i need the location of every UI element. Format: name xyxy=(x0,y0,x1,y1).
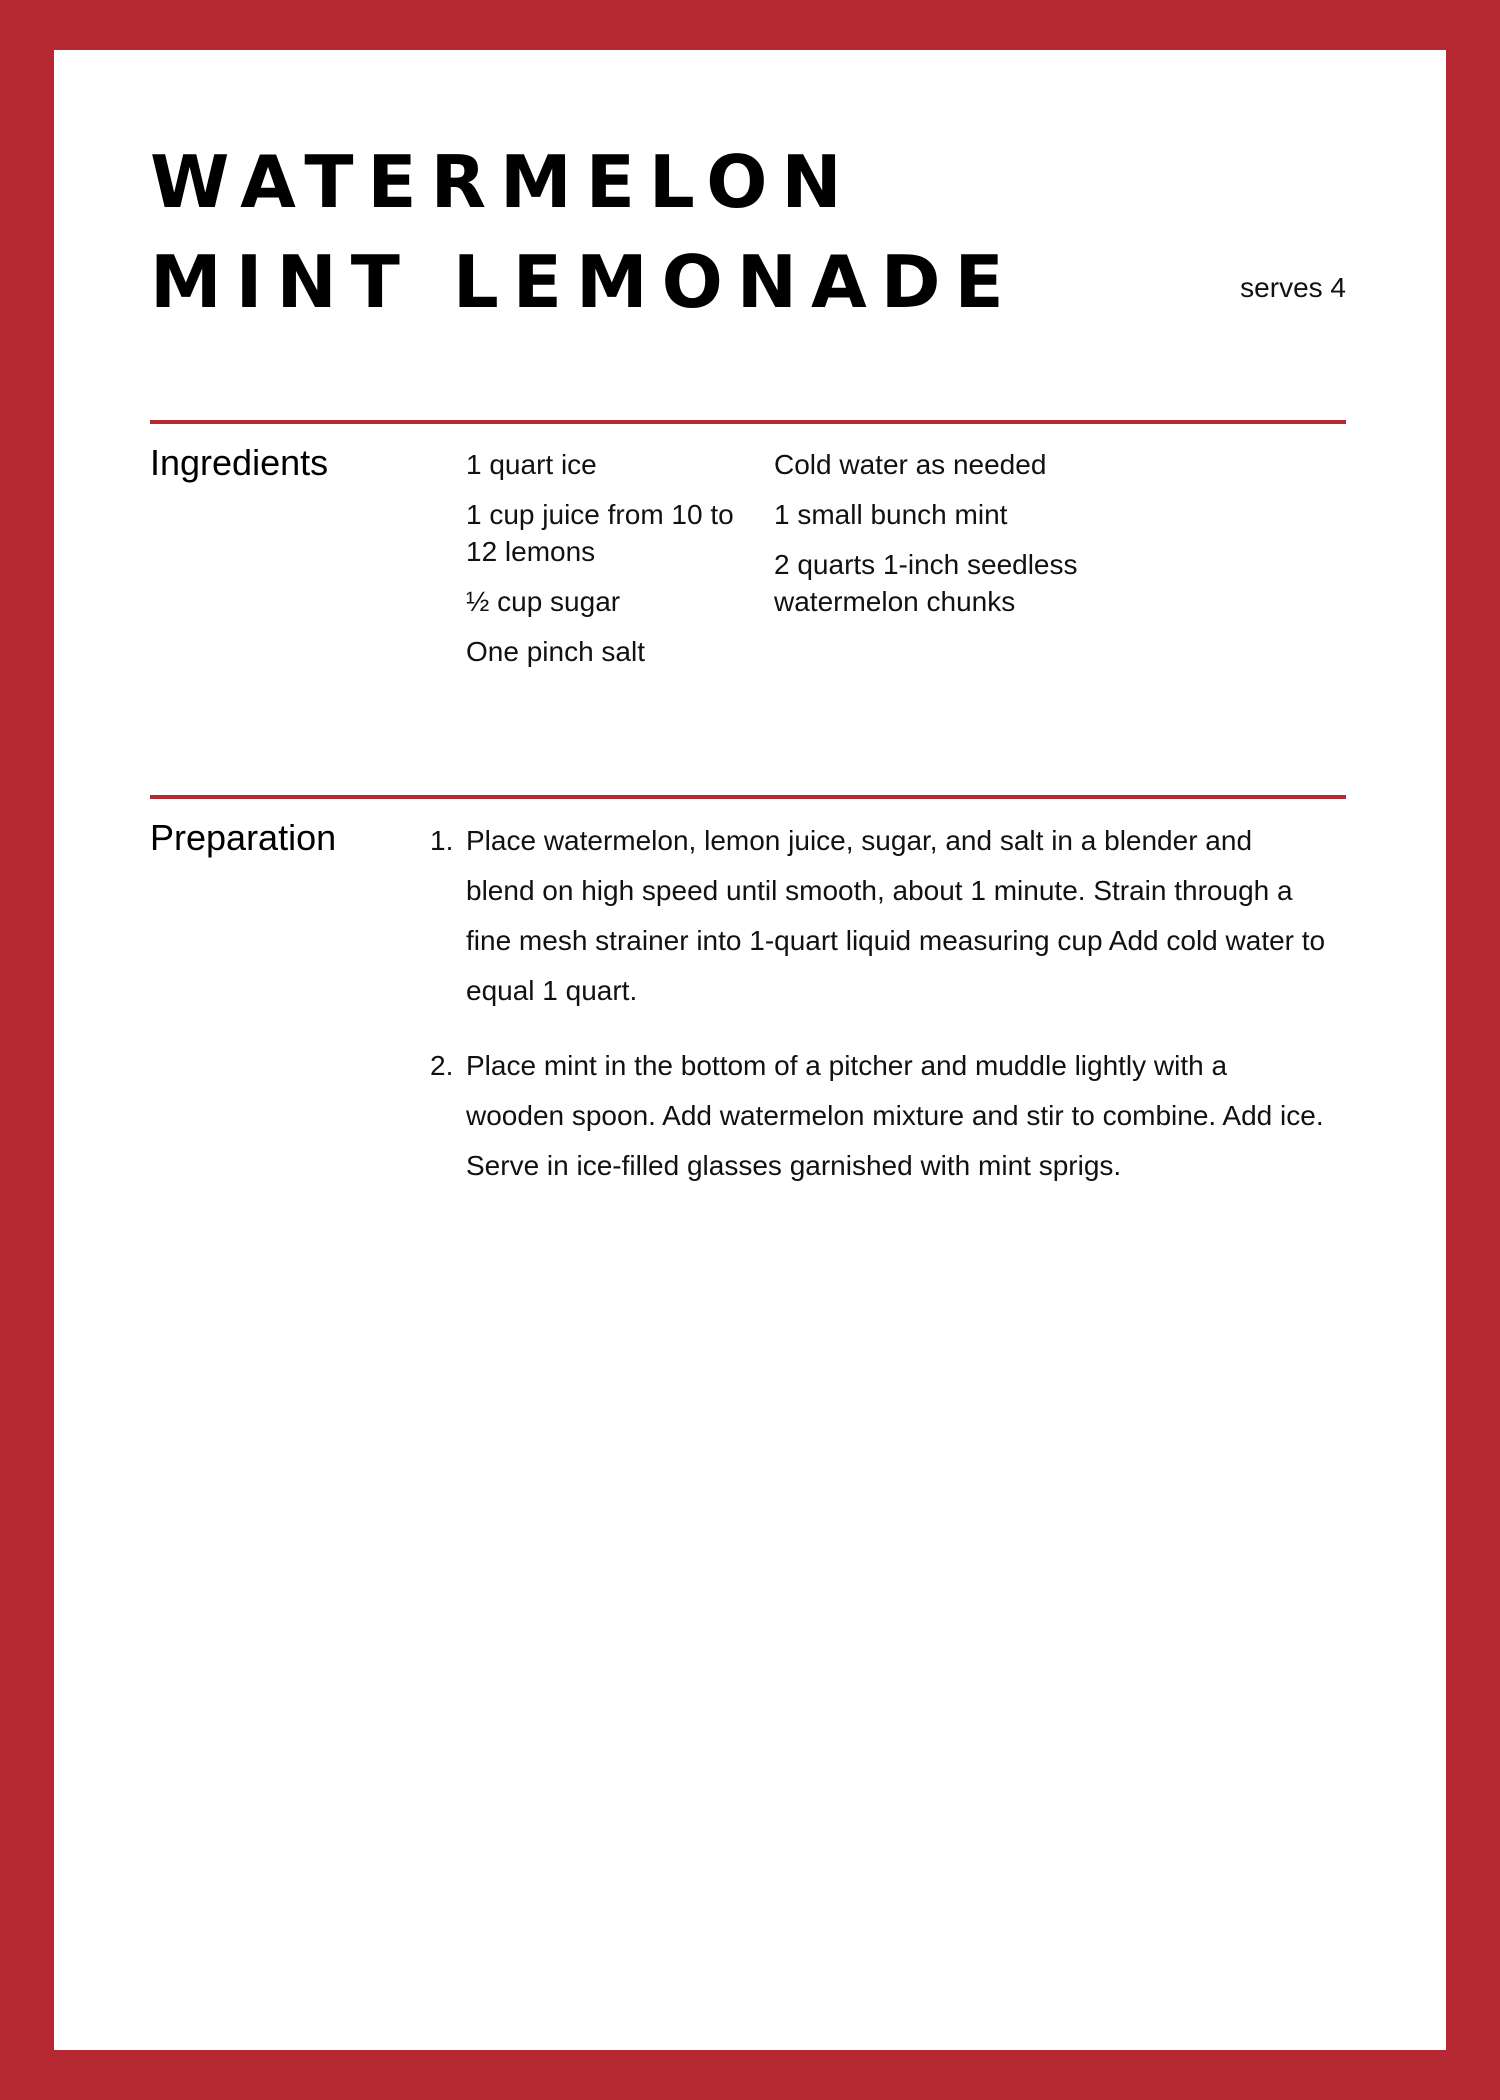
section-divider xyxy=(150,420,1346,424)
ingredients-column-1 xyxy=(466,446,756,683)
ingredient-item: 1 quart ice xyxy=(466,449,597,480)
ingredient-item: Cold water as needed xyxy=(774,449,1047,480)
section-divider xyxy=(150,795,1346,799)
preparation-step xyxy=(430,816,1326,1016)
ingredient-item: 2 quarts 1-inch seedless watermelon chunks xyxy=(774,549,1078,617)
ingredient-item: One pinch salt xyxy=(466,636,645,667)
recipe-title: WATERMELON MINT LEMONADE xyxy=(150,140,1018,324)
ingredients-heading: Ingredients xyxy=(150,442,329,483)
ingredient-item: 1 small bunch mint xyxy=(774,499,1008,530)
ingredients-column-2 xyxy=(774,446,1134,633)
step-text: Place mint in the bottom of a pitcher and muddle lightly with a wooden spoon. Add watermelon mixture and stir to combine. Add ice. Serve in ice-filled glasses garnished with mint sprigs. xyxy=(466,1050,1324,1181)
preparation-steps xyxy=(430,816,1326,1216)
preparation-step xyxy=(430,1041,1326,1191)
step-number: 2. xyxy=(430,1050,454,1081)
ingredient-item: ½ cup sugar xyxy=(466,586,621,617)
step-number: 1. xyxy=(430,825,454,856)
step-text: Place watermelon, lemon juice, sugar, and salt in a blender and blend on high speed until smooth, about 1 minute. Strain through a fine mesh strainer into 1-quart liquid measuring cup Add cold water to equal 1 quart. xyxy=(466,825,1326,1006)
recipe-card xyxy=(54,50,1446,2050)
ingredient-item: 1 cup juice from 10 to 12 lemons xyxy=(466,499,734,567)
preparation-heading: Preparation xyxy=(150,817,337,858)
serves-count: serves 4 xyxy=(1240,272,1346,303)
